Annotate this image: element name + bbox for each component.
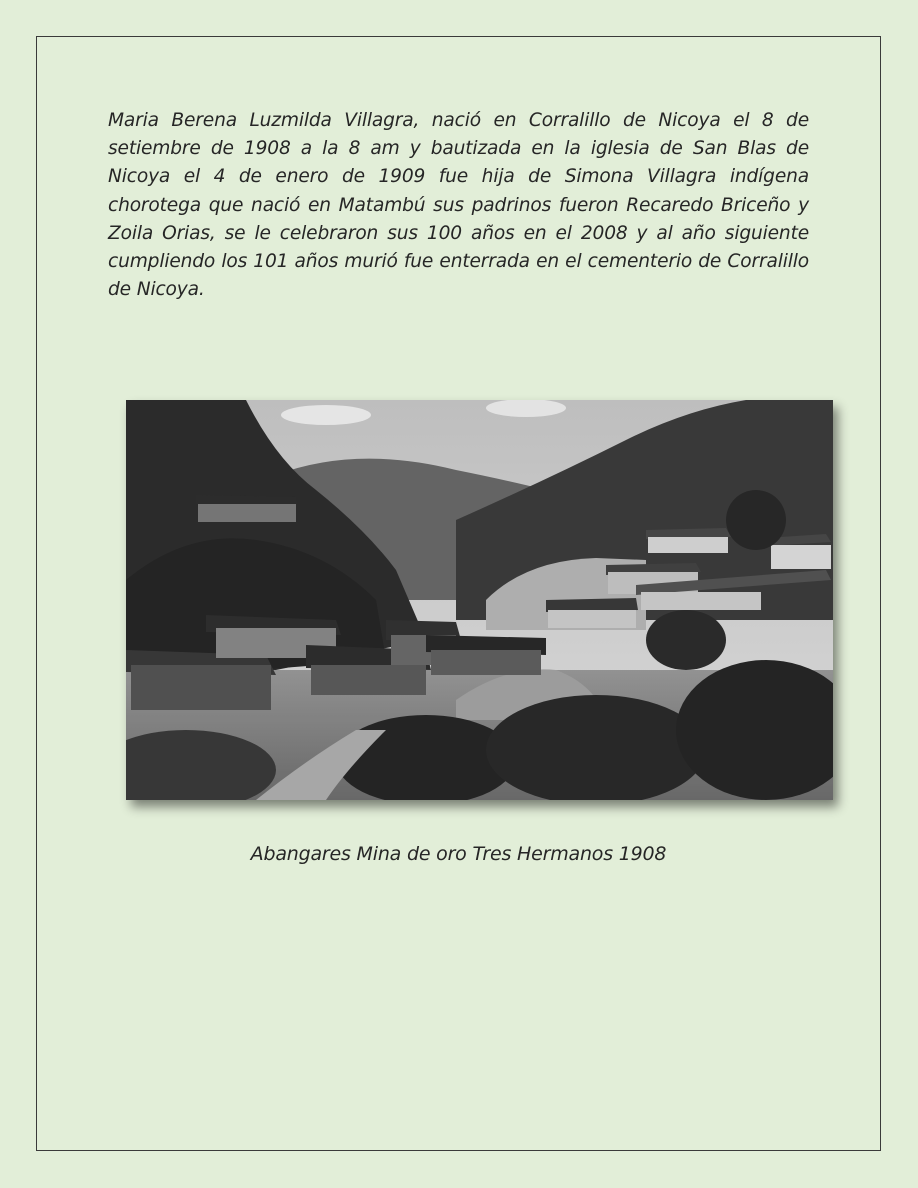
photo-caption: Abangares Mina de oro Tres Hermanos 1908 — [250, 843, 667, 865]
body-paragraph: Maria Berena Luzmilda Villagra, nació en Corralillo de Nicoya el 8 de setiembre de 1908 a la 8 am y bautizada en la iglesia de San Blas de Nicoya el 4 de enero de 1909 fue hija de Simona Villagra indígena chorotega que nació en Matambú sus padrinos fueron Recaredo Briceño y Zoila Orias, se le celebraron sus 100 años en el 2008 y al año siguiente cumpliendo los 101 años murió fue enterrada en el cementerio de Corralillo de Nicoya. — [108, 110, 809, 301]
historic-photo — [126, 400, 833, 800]
mining-village-photo — [126, 400, 833, 800]
